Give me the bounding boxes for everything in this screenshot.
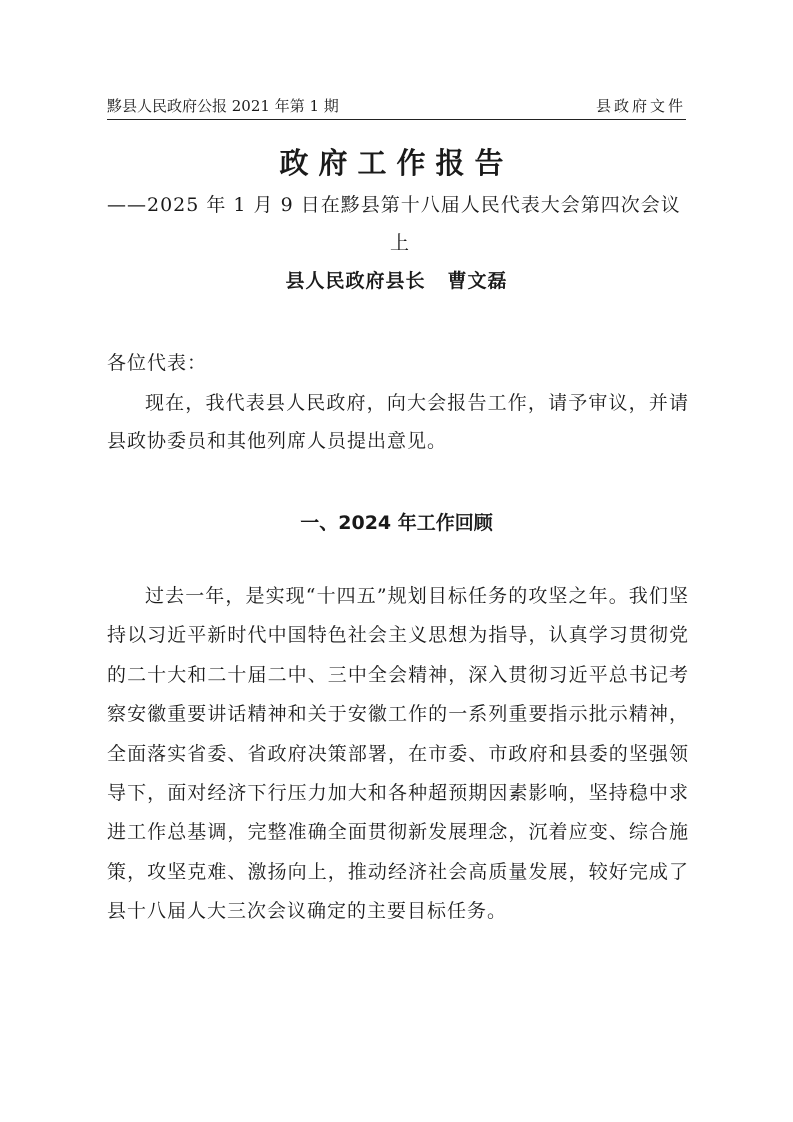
document-title: 政府工作报告 bbox=[279, 146, 514, 180]
subtitle-line-1: ——2025 年 1 月 9 日在黟县第十八届人民代表大会第四次会议 bbox=[107, 194, 681, 216]
opening-paragraph: 现在，我代表县人民政府，向大会报告工作，请予审议，并请县政协委员和其他列席人员提出意见。 bbox=[107, 392, 689, 452]
subtitle-line-2: 上 bbox=[389, 232, 410, 254]
author-line bbox=[0, 266, 793, 293]
document-subtitle bbox=[107, 186, 693, 262]
section-heading: 一、2024 年工作回顾 bbox=[300, 512, 493, 534]
gazette-issue-label: 黟县人民政府公报 2021 年第 1 期 bbox=[107, 97, 339, 115]
author-name: 曹文磊 bbox=[447, 270, 508, 292]
author-role: 县人民政府县长 bbox=[285, 270, 426, 292]
salutation: 各位代表： bbox=[107, 352, 208, 374]
review-paragraph: 过去一年，是实现“十四五”规划目标任务的攻坚之年。我们坚持以习近平新时代中国特色社会主义思想为指导，认真学习贯彻党的二十大和二十届二中、三中全会精神，深入贯彻习近平总书记考察安徽重要讲话精神和关于安徽工作的一系列重要指示批示精神，全面落实省委、省政府决策部署，在市委、市政府和县委的坚强领导下，面对经济下行压力加大和各种超预期因素影响，坚持稳中求进工作总基调，完整准确全面贯彻新发展理念，沉着应变、综合施策，攻坚克难、激扬向上，推动经济社会高质量发展，较好完成了县十八届人大三次会议确定的主要目标任务。 bbox=[107, 585, 689, 923]
page-header bbox=[107, 93, 686, 120]
document-category-label: 县政府文件 bbox=[595, 97, 686, 115]
